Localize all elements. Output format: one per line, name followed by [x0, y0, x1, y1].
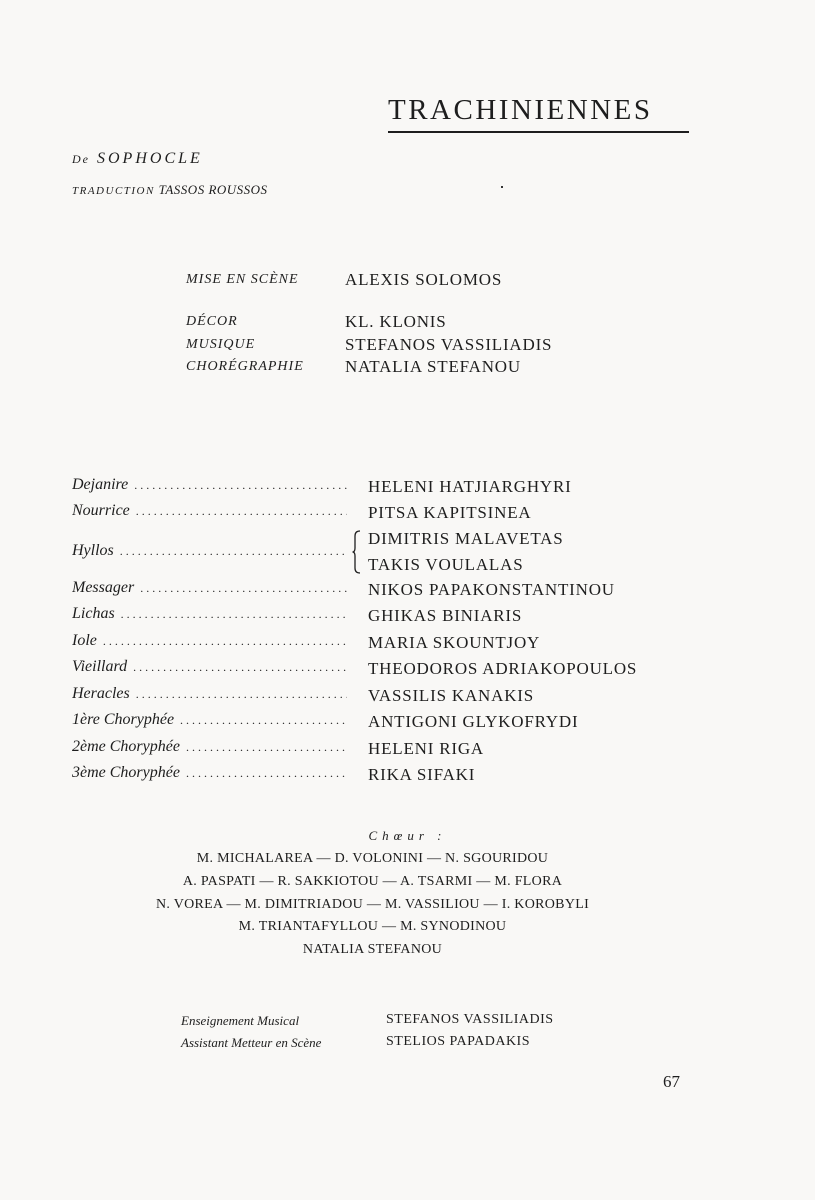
cast-role: Nourrice ..... [72, 502, 347, 520]
cast-role: 3ème Choryphée ..... [72, 764, 347, 782]
print-speck [501, 186, 503, 188]
title-underline [388, 131, 689, 133]
cast-role: Vieillard ..... [72, 658, 347, 676]
chorus-line: A. PASPATI — R. SAKKIOTOU — A. TSARMI — M. FLORA [182, 874, 563, 889]
translation-name: TASSOS ROUSSOS [158, 182, 268, 197]
chorus-heading: Chœur : [368, 828, 447, 843]
page-title: TRACHINIENNES [388, 94, 653, 126]
cast-role: Lichas ..... [72, 605, 347, 623]
cast-role: Messager ..... [72, 579, 347, 597]
cast-role: Heracles ..... [72, 685, 347, 703]
cast-role: 2ème Choryphée ..... [72, 738, 347, 756]
extra-credit-label: Assistant Metteur en Scène [181, 1035, 322, 1050]
staging-label: MISE EN SCÈNE [186, 272, 299, 287]
translation-line [72, 182, 268, 198]
cast-actor: TAKIS VOULALAS [368, 555, 524, 574]
brace-icon [352, 530, 361, 574]
chorus-line: NATALIA STEFANOU [302, 942, 443, 957]
staging-value: KL. KLONIS [345, 312, 447, 331]
cast-actor: ANTIGONI GLYKOFRYDI [368, 712, 579, 731]
translation-label: TRADUCTION [72, 185, 155, 197]
cast-actor: RIKA SIFAKI [368, 765, 476, 784]
staging-label: DÉCOR [186, 314, 238, 329]
cast-actor: NIKOS PAPAKONSTANTINOU [368, 580, 615, 599]
author-line [72, 150, 203, 168]
cast-actor: GHIKAS BINIARIS [368, 606, 523, 625]
cast-actor: MARIA SKOUNTJOY [368, 633, 541, 652]
cast-role: 1ère Choryphée ..... [72, 711, 347, 729]
staging-value: ALEXIS SOLOMOS [345, 270, 503, 289]
cast-actor: HELENI HATJIARGHYRI [368, 477, 572, 496]
chorus-line: M. TRIANTAFYLLOU — M. SYNODINOU [238, 919, 507, 934]
page-number: 67 [663, 1072, 680, 1091]
cast-actor: VASSILIS KANAKIS [368, 686, 534, 705]
staging-value: NATALIA STEFANOU [345, 357, 521, 376]
staging-label: MUSIQUE [186, 337, 256, 352]
extra-credit-label: Enseignement Musical [181, 1013, 300, 1028]
cast-actor: HELENI RIGA [368, 739, 484, 758]
cast-role: Hyllos ..... [72, 542, 347, 560]
extra-credit-value: STEFANOS VASSILIADIS [386, 1012, 554, 1027]
chorus-line: M. MICHALAREA — D. VOLONINI — N. SGOURIDOU [196, 851, 549, 866]
staging-label: CHORÉGRAPHIE [186, 359, 304, 374]
cast-role: Dejanire ..... [72, 476, 347, 494]
chorus-line: N. VOREA — M. DIMITRIADOU — M. VASSILIOU — I. KOROBYLI [155, 897, 590, 912]
author-name: SOPHOCLE [97, 150, 203, 167]
author-prefix: De [72, 152, 90, 166]
staging-value: STEFANOS VASSILIADIS [345, 335, 553, 354]
cast-actor: DIMITRIS MALAVETAS [368, 529, 564, 548]
cast-role: Iole ..... [72, 632, 347, 650]
cast-actor: THEODOROS ADRIAKOPOULOS [368, 659, 638, 678]
extra-credit-value: STELIOS PAPADAKIS [386, 1034, 531, 1049]
cast-actor: PITSA KAPITSINEA [368, 503, 532, 522]
